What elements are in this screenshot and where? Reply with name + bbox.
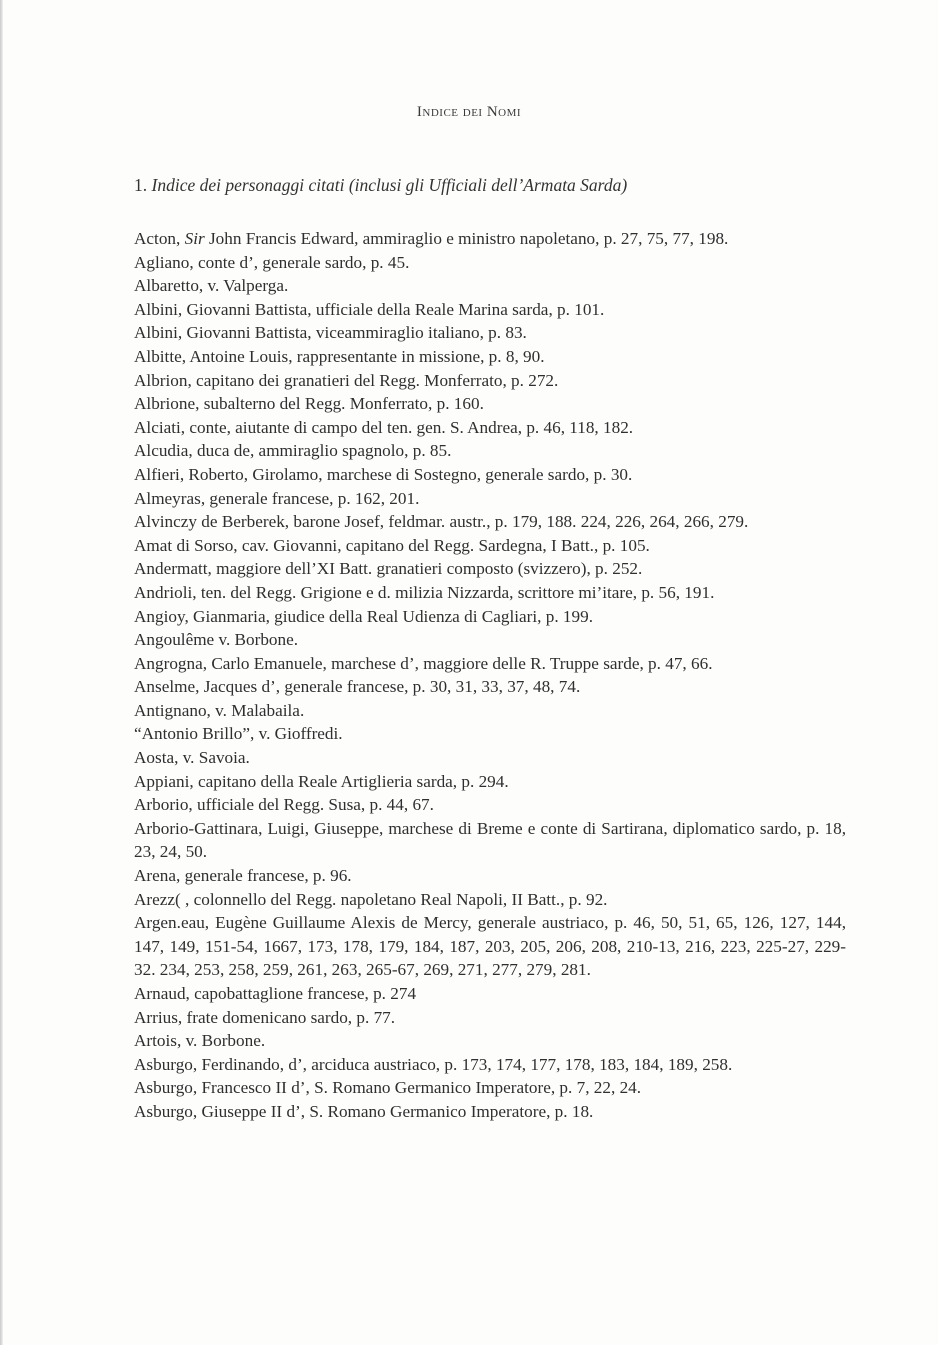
index-entry: Arborio, ufficiale del Regg. Susa, p. 44, 67. [134,795,434,815]
index-entry: Amat di Sorso, cav. Giovanni, capitano del Regg. Sardegna, I Batt., p. 105. [134,535,650,555]
index-entry: Agliano, conte d’, generale sardo, p. 45. [134,252,410,272]
index-entry: Arezz( , colonnello del Regg. napoletano Real Napoli, II Batt., p. 92. [134,889,608,909]
binding-edge [0,0,3,1345]
index-entry: Asburgo, Giuseppe II d’, S. Romano Germanico Imperatore, p. 18. [134,1101,594,1121]
index-entry: Angioy, Gianmaria, giudice della Real Udienza di Cagliari, p. 199. [134,606,593,626]
section-heading: Indice dei personaggi citati (inclusi gli Ufficiali dell’Armata Sarda) [151,175,628,195]
index-entry: “Antonio Brillo”, v. Gioffredi. [134,724,343,744]
index-entries [134,227,846,1124]
index-entry: Argen.eau, Eugène Guillaume Alexis de Mercy, generale austriaco, p. 46, 50, 51, 65, 126, 127, 144, 147, 149, 151-54, 1667, 173, 178, 179, 184, 187, 203, 205, 206, 208, 210-13, 216, 223, 225-27, 229-32. 234, 253, 258, 259, 261, 263, 265-67, 269, 271, 277, 279, 281. [134,913,846,980]
index-entry: Angrogna, Carlo Emanuele, marchese d’, maggiore delle R. Truppe sarde, p. 47, 66. [134,653,713,673]
entry-text: Acton, [134,229,185,248]
index-entry: Albaretto, v. Valperga. [134,276,289,296]
index-entry: Alfieri, Roberto, Girolamo, marchese di Sostegno, generale sardo, p. 30. [134,464,633,484]
index-entry: Arena, generale francese, p. 96. [134,866,352,886]
index-entry: Alvinczy de Berberek, barone Josef, feldmar. austr., p. 179, 188. 224, 226, 264, 266, 279. [134,512,749,532]
index-entry: Asburgo, Francesco II d’, S. Romano Germanico Imperatore, p. 7, 22, 24. [134,1078,642,1098]
index-entry: Albini, Giovanni Battista, ufficiale della Reale Marina sarda, p. 101. [134,299,605,319]
index-entry: Albrione, subalterno del Regg. Monferrato, p. 160. [134,394,484,414]
index-entry: Asburgo, Ferdinando, d’, arciduca austriaco, p. 173, 174, 177, 178, 183, 184, 189, 258. [134,1054,733,1074]
index-entry: Alcudia, duca de, ammiraglio spagnolo, p. 85. [134,441,452,461]
index-entry: Anselme, Jacques d’, generale francese, p. 30, 31, 33, 37, 48, 74. [134,677,581,697]
index-entry: Andrioli, ten. del Regg. Grigione e d. milizia Nizzarda, scrittore mi’itare, p. 56, 191. [134,582,715,602]
entry-text: John Francis Edward, ammiraglio e ministro napoletano, p. 27, 75, 77, 198. [204,229,729,248]
index-entry: Almeyras, generale francese, p. 162, 201. [134,488,420,508]
index-entry: Albini, Giovanni Battista, viceammiraglio italiano, p. 83. [134,323,527,343]
index-entry: Albitte, Antoine Louis, rappresentante in missione, p. 8, 90. [134,346,545,366]
page-title: Indice dei Nomi [416,104,522,120]
index-entry: Aosta, v. Savoia. [134,748,250,768]
index-entry [134,227,846,251]
index-entry: Arrius, frate domenicano sardo, p. 77. [134,1007,396,1027]
index-entry: Arnaud, capobattaglione francese, p. 274 [134,984,417,1003]
section-title [134,175,627,196]
index-entry: Antignano, v. Malabaila. [134,700,305,720]
index-entry: Artois, v. Borbone. [134,1031,266,1051]
entry-title-italic: Sir [184,229,205,248]
index-entry: Albrion, capitano dei granatieri del Regg. Monferrato, p. 272. [134,370,559,390]
index-entry: Andermatt, maggiore dell’XI Batt. granatieri composto (svizzero), p. 252. [134,559,643,579]
index-entry: Angoulême v. Borbone. [134,630,299,650]
section-number: 1. [134,175,148,195]
index-entry: Arborio-Gattinara, Luigi, Giuseppe, marchese di Breme e conte di Sartirana, diplomatico sardo, p. 18, 23, 24, 50. [134,818,846,862]
index-entry: Appiani, capitano della Reale Artiglieria sarda, p. 294. [134,771,509,791]
index-entry: Alciati, conte, aiutante di campo del ten. gen. S. Andrea, p. 46, 118, 182. [134,417,634,437]
